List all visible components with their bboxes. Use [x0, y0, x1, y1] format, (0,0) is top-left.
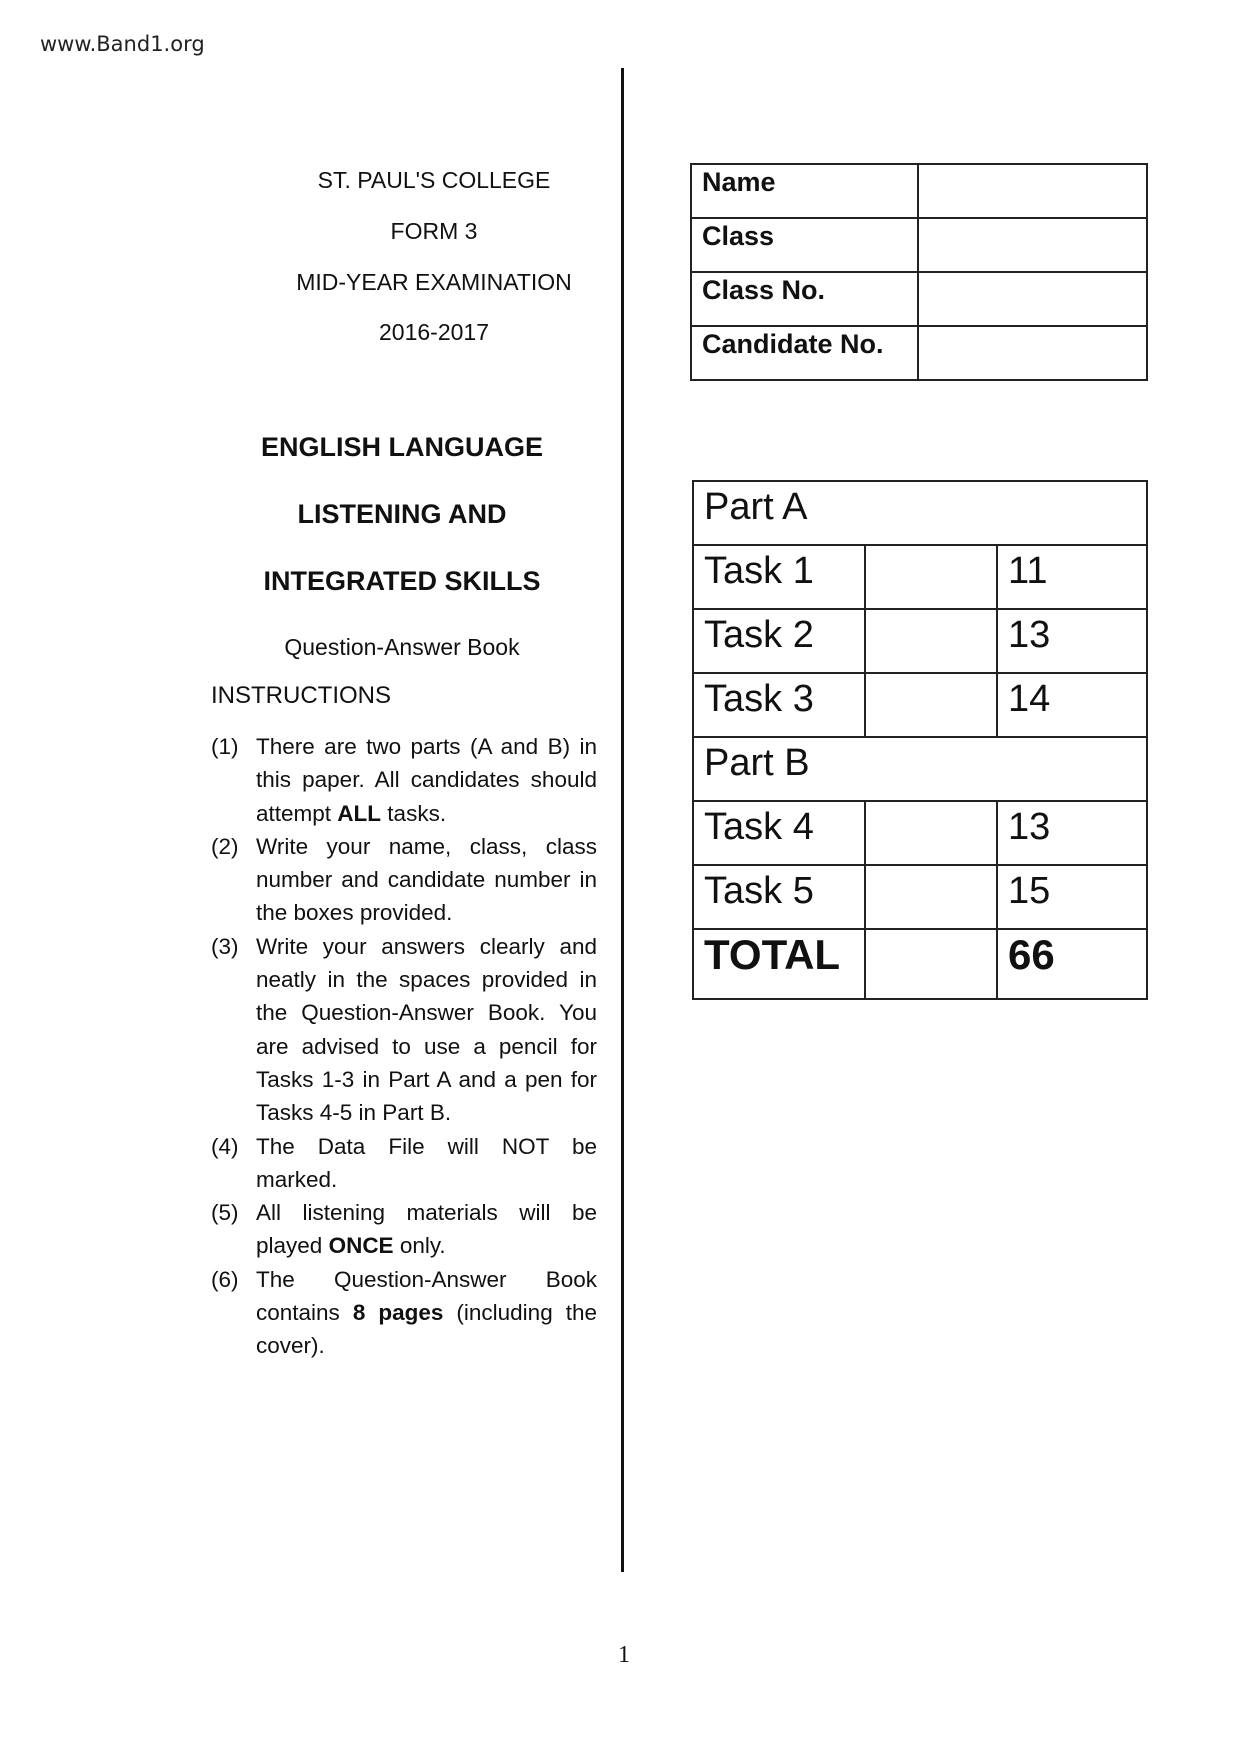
table-row [693, 865, 1147, 929]
candidate-info-table [690, 163, 1148, 381]
total-label: TOTAL [693, 929, 865, 999]
class-no-field[interactable] [918, 272, 1147, 326]
instructions-list [211, 730, 597, 1363]
score-field[interactable] [865, 609, 997, 673]
table-row [693, 673, 1147, 737]
item-number: (1) [211, 734, 239, 759]
max-score: 11 [997, 545, 1147, 609]
subject-subtitle-2: INTEGRATED SKILLS [263, 566, 541, 596]
exam-year: 2016-2017 [379, 319, 489, 345]
max-score: 13 [997, 609, 1147, 673]
page-number: 1 [618, 1642, 630, 1668]
item-number: (5) [211, 1200, 239, 1226]
max-score: 15 [997, 865, 1147, 929]
score-table [692, 480, 1148, 1000]
emphasis-text: ONCE [328, 1233, 394, 1259]
subject-title: ENGLISH LANGUAGE [260, 432, 543, 462]
book-type: Question-Answer Book [284, 634, 520, 660]
instruction-item [211, 730, 597, 830]
item-number: (3) [211, 933, 239, 959]
item-text: The Question-Answer Book contains 8 pages (including the cover). [256, 1266, 598, 1359]
part-b-header: Part B [693, 737, 1147, 801]
candidate-no-label: Candidate No. [691, 326, 918, 380]
total-score-field[interactable] [865, 929, 997, 999]
instructions-heading: INSTRUCTIONS [211, 682, 391, 709]
instruction-item [211, 930, 597, 1130]
max-score: 13 [997, 801, 1147, 865]
score-field[interactable] [865, 865, 997, 929]
item-text: Write your answers clearly and neatly in the spaces provided in the Question-Answer Book. You are advised to use a pencil for Tasks 1-3 in Part A and a pen for Tasks 4-5 in Part B. [256, 933, 597, 1126]
item-text: The Data File will NOT be marked. [256, 1133, 597, 1192]
item-text: There are two parts (A and B) in this paper. All candidates should attempt ALL tasks. [256, 734, 597, 826]
class-field[interactable] [918, 218, 1147, 272]
max-score: 14 [997, 673, 1147, 737]
candidate-no-field[interactable] [918, 326, 1147, 380]
instruction-item [211, 1263, 597, 1363]
task-label: Task 3 [693, 673, 865, 737]
table-row [693, 545, 1147, 609]
website-watermark: www.Band1.org [40, 32, 205, 56]
item-text: Write your name, class, class number and candidate number in the boxes provided. [256, 833, 597, 926]
class-label: Class [691, 218, 918, 272]
name-field[interactable] [918, 164, 1147, 218]
item-number: (2) [211, 833, 239, 859]
exam-title: MID-YEAR EXAMINATION [296, 269, 572, 295]
emphasis-text: 8 pages [352, 1300, 444, 1326]
instruction-item [211, 1196, 597, 1263]
table-row [693, 609, 1147, 673]
task-label: Task 4 [693, 801, 865, 865]
school-name: ST. PAUL'S COLLEGE [317, 167, 551, 193]
instruction-item [211, 830, 597, 930]
task-label: Task 2 [693, 609, 865, 673]
item-text: All listening materials will be played ONCE only. [256, 1200, 597, 1259]
total-max-score: 66 [997, 929, 1147, 999]
task-label: Task 5 [693, 865, 865, 929]
subject-subtitle-1: LISTENING AND [297, 499, 507, 529]
task-label: Task 1 [693, 545, 865, 609]
score-field[interactable] [865, 545, 997, 609]
class-no-label: Class No. [691, 272, 918, 326]
score-field[interactable] [865, 801, 997, 865]
total-row [693, 929, 1147, 999]
form-level: FORM 3 [390, 218, 478, 244]
table-row [693, 801, 1147, 865]
emphasis-text: ALL [337, 800, 382, 826]
part-a-header: Part A [693, 481, 1147, 545]
score-field[interactable] [865, 673, 997, 737]
item-number: (6) [211, 1266, 239, 1292]
name-label: Name [691, 164, 918, 218]
item-number: (4) [211, 1133, 239, 1159]
instruction-item [211, 1130, 597, 1197]
